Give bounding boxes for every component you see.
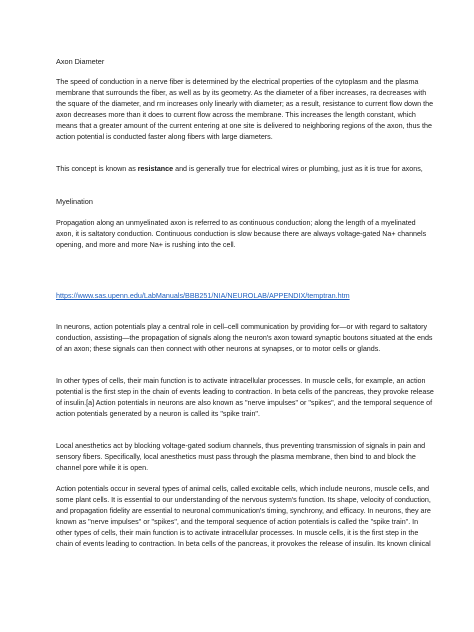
heading-myelination: Myelination [56,197,93,206]
paragraph-local-anesthetics: Local anesthetics act by blocking voltage-gated sodium channels, thus preventing transmission of signals in pain and sensory fibers. Specifically, local anesthetics must pass through the plasma membrane, then bind to and block the channel pore while it is open. [56,442,426,472]
paragraph-animal-cells: Action potentials occur in several types of animal cells, called excitable cells, which include neurons, muscle cells, and some plant cells. It is essential to our understanding of the nervous system's function. Its shape, velocity of conduction, and propagation fidelity are essential to neuronal communication's timing, synchrony, and efficacy. In neurons, they are known as "nerve impulses" or "spikes", and the temporal sequence of action potentials is called the "spike train". In other types of cells, their main function is to activate intracellular processes. In muscle cells, it is the first step in the chain of events leading to contraction. In beta cells of the pancreas, it provokes the release of insulin. Its known clinical [56,485,431,548]
paragraph-propagation: Propagation along an unmyelinated axon is referred to as continuous conduction; along the length of a myelinated axon, it is saltatory conduction. Continuous conduction is slow because there are always voltage-gated Na+ channels opening, and more and more Na+ is rushing into the cell. [56,219,427,249]
resistance-prefix: This concept is known as [56,165,138,173]
paragraph-neurons: In neurons, action potentials play a central role in cell–cell communication by providing for—or with regard to saltatory conduction, assisting—the propagation of signals along the neuron's axon toward synaptic boutons situated at the ends of an axon; these signals can then connect with other neurons at synapses, or to motor cells or glands. [56,323,433,353]
reference-link-line [56,290,434,302]
paragraph-conduction-speed: The speed of conduction in a nerve fiber is determined by the electrical properties of the cytoplasm and the plasma membrane that surrounds the fiber, as well as by its geometry. As the diameter of a fiber increases, ra decreases with the square of the diameter, and rm increases only linearly with diameter; as a result, resistance to current flow down the axon decreases more than it does to current flow across the membrane. This increases the length constant, which means that a greater amount of the current entering at one site is delivered to neighboring regions of the axon, thus the action potential is conducted faster along fibers with large diameters. [56,78,434,141]
heading-axon-diameter: Axon Diameter [56,57,105,66]
paragraph-resistance [56,164,434,175]
resistance-term: resistance [137,165,174,173]
paragraph-other-cells: In other types of cells, their main function is to activate intracellular processes. In muscle cells, for example, an action potential is the first step in the chain of events leading to contraction. In beta cells of the pancreas, they provoke release of insulin.[a] Action potentials in neurons are also known as "nerve impulses" or "spikes", and the temporal sequence of action potentials generated by a neuron is called its "spike train". [56,377,434,418]
resistance-suffix: and is generally true for electrical wires or plumbing, just as it is true for axons, [173,165,423,173]
reference-link[interactable]: https://www.sas.upenn.edu/LabManuals/BBB251/NIA/NEUROLAB/APPENDIX/temptran.htm [56,291,350,300]
